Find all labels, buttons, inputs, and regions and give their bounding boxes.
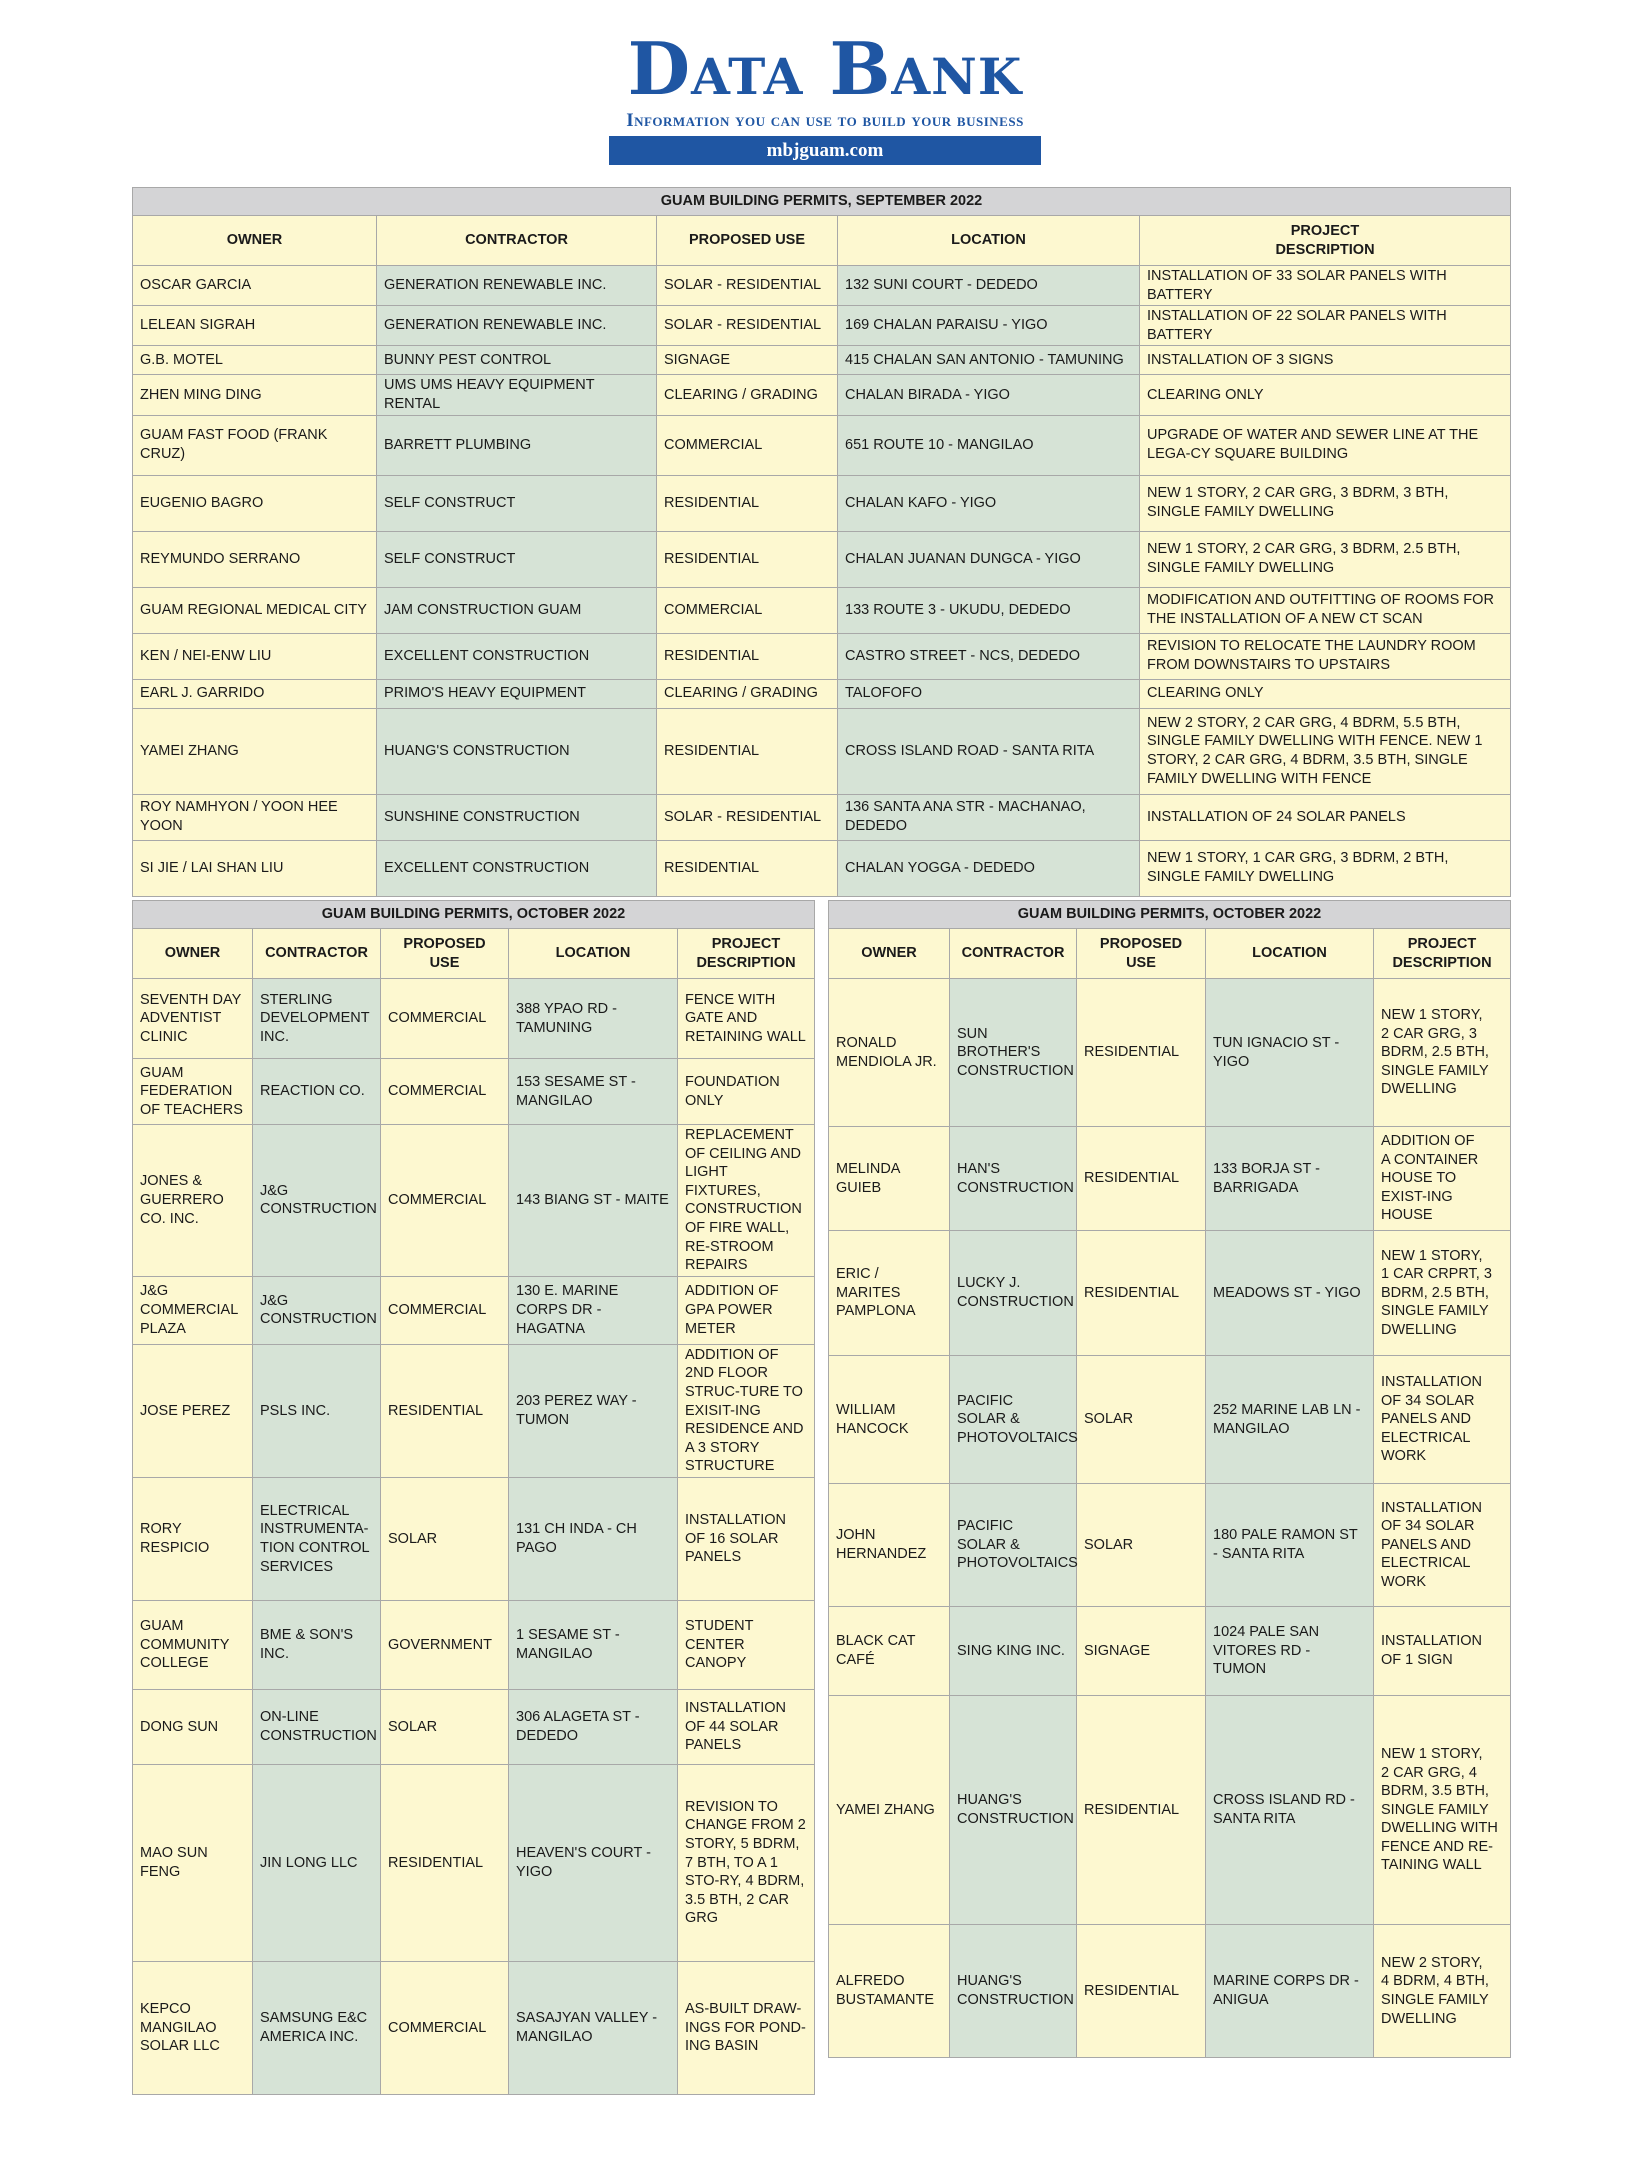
cell-proposed-use: RESIDENTIAL	[657, 531, 838, 587]
table-row	[829, 1696, 1511, 1925]
cell-contractor: J&G CONSTRUCTION	[253, 1276, 381, 1344]
cell-location: SASAJYAN VALLEY - MANGILAO	[509, 1961, 678, 2094]
cell-contractor: HUANG'S CONSTRUCTION	[950, 1925, 1077, 2058]
cell-proposed-use: SOLAR - RESIDENTIAL	[657, 306, 838, 346]
cell-owner: EARL J. GARRIDO	[133, 679, 377, 708]
cell-proposed-use: SOLAR - RESIDENTIAL	[657, 794, 838, 840]
cell-owner: LELEAN SIGRAH	[133, 306, 377, 346]
cell-contractor: PACIFIC SOLAR & PHOTOVOLTAICS	[950, 1484, 1077, 1607]
table-row	[133, 840, 1511, 896]
cell-project-description: ADDITION OF A CONTAINER HOUSE TO EXIST-ING HOUSE	[1374, 1127, 1511, 1231]
cell-owner: YAMEI ZHANG	[133, 708, 377, 794]
table-row	[133, 531, 1511, 587]
table-row	[133, 1477, 815, 1600]
table-row	[133, 1125, 815, 1277]
cell-proposed-use: RESIDENTIAL	[1077, 1127, 1206, 1231]
cell-location: 203 PEREZ WAY - TUMON	[509, 1344, 678, 1477]
table-title: GUAM BUILDING PERMITS, SEPTEMBER 2022	[133, 188, 1511, 216]
cell-location: CHALAN KAFO - YIGO	[838, 475, 1140, 531]
cell-proposed-use: RESIDENTIAL	[1077, 1231, 1206, 1356]
cell-contractor: HUANG'S CONSTRUCTION	[950, 1696, 1077, 1925]
cell-location: 1 SESAME ST - MANGILAO	[509, 1600, 678, 1689]
cell-project-description: NEW 2 STORY, 2 CAR GRG, 4 BDRM, 5.5 BTH, SINGLE FAMILY DWELLING WITH FENCE. NEW 1 STORY, 2 CAR GRG, 4 BDRM, 3.5 BTH, SINGLE FAMILY DWELLING WITH FENCE	[1140, 708, 1511, 794]
cell-owner: ROY NAMHYON / YOON HEE YOON	[133, 794, 377, 840]
cell-owner: KEN / NEI-ENW LIU	[133, 633, 377, 679]
cell-owner: ZHEN MING DING	[133, 375, 377, 415]
cell-contractor: SELF CONSTRUCT	[377, 475, 657, 531]
table-row	[829, 1231, 1511, 1356]
cell-project-description: MODIFICATION AND OUTFITTING OF ROOMS FOR THE INSTALLATION OF A NEW CT SCAN	[1140, 587, 1511, 633]
cell-contractor: J&G CONSTRUCTION	[253, 1125, 381, 1277]
cell-project-description: REPLACEMENT OF CEILING AND LIGHT FIXTURES, CONSTRUCTION OF FIRE WALL, RE-STROOM REPAIRS	[678, 1125, 815, 1277]
cell-location: 252 MARINE LAB LN - MANGILAO	[1206, 1356, 1374, 1484]
cell-project-description: NEW 2 STORY, 4 BDRM, 4 BTH, SINGLE FAMILY DWELLING	[1374, 1925, 1511, 2058]
table-row	[133, 794, 1511, 840]
cell-owner: G.B. MOTEL	[133, 346, 377, 375]
cell-owner: JONES & GUERRERO CO. INC.	[133, 1125, 253, 1277]
cell-contractor: PRIMO'S HEAVY EQUIPMENT	[377, 679, 657, 708]
permits-table-october-2022-left	[132, 900, 815, 2095]
cell-owner: EUGENIO BAGRO	[133, 475, 377, 531]
cell-project-description: INSTALLATION OF 24 SOLAR PANELS	[1140, 794, 1511, 840]
table-row	[829, 1127, 1511, 1231]
permits-table-september-2022	[132, 187, 1511, 897]
cell-proposed-use: SOLAR	[1077, 1356, 1206, 1484]
cell-owner: GUAM REGIONAL MEDICAL CITY	[133, 587, 377, 633]
column-header-location: LOCATION	[509, 929, 678, 979]
table-row	[133, 375, 1511, 415]
cell-contractor: EXCELLENT CONSTRUCTION	[377, 840, 657, 896]
table-row	[133, 587, 1511, 633]
cell-contractor: SAMSUNG E&C AMERICA INC.	[253, 1961, 381, 2094]
cell-contractor: BARRETT PLUMBING	[377, 415, 657, 475]
cell-owner: RONALD MENDIOLA JR.	[829, 979, 950, 1127]
cell-proposed-use: RESIDENTIAL	[1077, 979, 1206, 1127]
cell-location: 131 CH INDA - CH PAGO	[509, 1477, 678, 1600]
column-header-owner: OWNER	[829, 929, 950, 979]
cell-proposed-use: RESIDENTIAL	[657, 633, 838, 679]
column-header-proposed-use: PROPOSED USE	[657, 216, 838, 266]
cell-contractor: PACIFIC SOLAR & PHOTOVOLTAICS	[950, 1356, 1077, 1484]
cell-proposed-use: RESIDENTIAL	[657, 475, 838, 531]
cell-contractor: GENERATION RENEWABLE INC.	[377, 306, 657, 346]
cell-contractor: ON-LINE CONSTRUCTION	[253, 1689, 381, 1764]
column-header-contractor: CONTRACTOR	[253, 929, 381, 979]
table-row	[133, 633, 1511, 679]
cell-location: MARINE CORPS DR - ANIGUA	[1206, 1925, 1374, 2058]
table-row	[133, 1764, 815, 1961]
cell-location: CHALAN YOGGA - DEDEDO	[838, 840, 1140, 896]
cell-project-description: REVISION TO RELOCATE THE LAUNDRY ROOM FROM DOWNSTAIRS TO UPSTAIRS	[1140, 633, 1511, 679]
column-header-location: LOCATION	[838, 216, 1140, 266]
cell-proposed-use: COMMERCIAL	[381, 1961, 509, 2094]
column-header-contractor: CONTRACTOR	[950, 929, 1077, 979]
table-row	[133, 346, 1511, 375]
cell-location: 136 SANTA ANA STR - MACHANAO, DEDEDO	[838, 794, 1140, 840]
cell-proposed-use: COMMERCIAL	[657, 587, 838, 633]
cell-proposed-use: RESIDENTIAL	[1077, 1925, 1206, 2058]
cell-project-description: CLEARING ONLY	[1140, 375, 1511, 415]
cell-location: 651 ROUTE 10 - MANGILAO	[838, 415, 1140, 475]
table-row	[829, 979, 1511, 1127]
cell-owner: MAO SUN FENG	[133, 1764, 253, 1961]
table-row	[133, 708, 1511, 794]
table-row	[133, 306, 1511, 346]
cell-project-description: NEW 1 STORY, 2 CAR GRG, 3 BDRM, 2.5 BTH, SINGLE FAMILY DWELLING	[1374, 979, 1511, 1127]
cell-owner: REYMUNDO SERRANO	[133, 531, 377, 587]
cell-project-description: INSTALLATION OF 1 SIGN	[1374, 1607, 1511, 1696]
cell-proposed-use: RESIDENTIAL	[1077, 1696, 1206, 1925]
cell-owner: SEVENTH DAY ADVENTIST CLINIC	[133, 979, 253, 1059]
cell-contractor: REACTION CO.	[253, 1059, 381, 1125]
cell-project-description: CLEARING ONLY	[1140, 679, 1511, 708]
cell-project-description: STUDENT CENTER CANOPY	[678, 1600, 815, 1689]
cell-contractor: BME & SON'S INC.	[253, 1600, 381, 1689]
cell-contractor: SUNSHINE CONSTRUCTION	[377, 794, 657, 840]
cell-project-description: FENCE WITH GATE AND RETAINING WALL	[678, 979, 815, 1059]
column-header-project-description: PROJECT DESCRIPTION	[678, 929, 815, 979]
cell-proposed-use: SIGNAGE	[657, 346, 838, 375]
cell-project-description: INSTALLATION OF 34 SOLAR PANELS AND ELECTRICAL WORK	[1374, 1356, 1511, 1484]
cell-project-description: INSTALLATION OF 33 SOLAR PANELS WITH BATTERY	[1140, 266, 1511, 306]
cell-location: 306 ALAGETA ST - DEDEDO	[509, 1689, 678, 1764]
cell-proposed-use: RESIDENTIAL	[657, 708, 838, 794]
column-header-contractor: CONTRACTOR	[377, 216, 657, 266]
table-row	[829, 1484, 1511, 1607]
cell-contractor: HUANG'S CONSTRUCTION	[377, 708, 657, 794]
cell-proposed-use: SOLAR	[381, 1477, 509, 1600]
table-row	[133, 266, 1511, 306]
cell-location: 133 BORJA ST - BARRIGADA	[1206, 1127, 1374, 1231]
table-row	[829, 1607, 1511, 1696]
cell-proposed-use: COMMERCIAL	[381, 1276, 509, 1344]
cell-project-description: INSTALLATION OF 34 SOLAR PANELS AND ELECTRICAL WORK	[1374, 1484, 1511, 1607]
table-row	[133, 1344, 815, 1477]
cell-owner: J&G COMMERCIAL PLAZA	[133, 1276, 253, 1344]
cell-project-description: ADDITION OF GPA POWER METER	[678, 1276, 815, 1344]
cell-location: 1024 PALE SAN VITORES RD - TUMON	[1206, 1607, 1374, 1696]
cell-location: 130 E. MARINE CORPS DR - HAGATNA	[509, 1276, 678, 1344]
cell-owner: YAMEI ZHANG	[829, 1696, 950, 1925]
cell-proposed-use: GOVERNMENT	[381, 1600, 509, 1689]
cell-owner: GUAM FEDERATION OF TEACHERS	[133, 1059, 253, 1125]
logo-tagline: Information you can use to build your business	[626, 110, 1024, 131]
cell-proposed-use: COMMERCIAL	[381, 1125, 509, 1277]
cell-project-description: ADDITION OF 2ND FLOOR STRUC-TURE TO EXISIT-ING RESIDENCE AND A 3 STORY STRUCTURE	[678, 1344, 815, 1477]
cell-contractor: EXCELLENT CONSTRUCTION	[377, 633, 657, 679]
column-header-project-description: PROJECT DESCRIPTION	[1374, 929, 1511, 979]
masthead	[0, 26, 1650, 165]
cell-location: HEAVEN'S COURT - YIGO	[509, 1764, 678, 1961]
cell-contractor: STERLING DEVELOPMENT INC.	[253, 979, 381, 1059]
cell-owner: OSCAR GARCIA	[133, 266, 377, 306]
table-row	[829, 1356, 1511, 1484]
cell-location: 143 BIANG ST - MAITE	[509, 1125, 678, 1277]
cell-project-description: NEW 1 STORY, 1 CAR CRPRT, 3 BDRM, 2.5 BTH, SINGLE FAMILY DWELLING	[1374, 1231, 1511, 1356]
cell-project-description: NEW 1 STORY, 2 CAR GRG, 3 BDRM, 2.5 BTH, SINGLE FAMILY DWELLING	[1140, 531, 1511, 587]
table-title: GUAM BUILDING PERMITS, OCTOBER 2022	[829, 901, 1511, 929]
cell-location: CASTRO STREET - NCS, DEDEDO	[838, 633, 1140, 679]
cell-location: CHALAN BIRADA - YIGO	[838, 375, 1140, 415]
table-row	[133, 415, 1511, 475]
cell-project-description: INSTALLATION OF 3 SIGNS	[1140, 346, 1511, 375]
permits-table-october-2022-right	[828, 900, 1511, 2058]
cell-contractor: UMS UMS HEAVY EQUIPMENT RENTAL	[377, 375, 657, 415]
cell-location: 388 YPAO RD - TAMUNING	[509, 979, 678, 1059]
column-header-owner: OWNER	[133, 929, 253, 979]
cell-owner: DONG SUN	[133, 1689, 253, 1764]
cell-owner: ERIC / MARITES PAMPLONA	[829, 1231, 950, 1356]
cell-owner: BLACK CAT CAFÉ	[829, 1607, 950, 1696]
cell-contractor: HAN'S CONSTRUCTION	[950, 1127, 1077, 1231]
cell-location: MEADOWS ST - YIGO	[1206, 1231, 1374, 1356]
table-row	[133, 979, 815, 1059]
cell-contractor: SUN BROTHER'S CONSTRUCTION	[950, 979, 1077, 1127]
cell-project-description: AS-BUILT DRAW-INGS FOR POND-ING BASIN	[678, 1961, 815, 2094]
cell-location: 415 CHALAN SAN ANTONIO - TAMUNING	[838, 346, 1140, 375]
cell-proposed-use: RESIDENTIAL	[657, 840, 838, 896]
cell-proposed-use: SIGNAGE	[1077, 1607, 1206, 1696]
cell-owner: ALFREDO BUSTAMANTE	[829, 1925, 950, 2058]
cell-owner: GUAM FAST FOOD (FRANK CRUZ)	[133, 415, 377, 475]
table-row	[133, 1689, 815, 1764]
cell-proposed-use: CLEARING / GRADING	[657, 375, 838, 415]
cell-owner: RORY RESPICIO	[133, 1477, 253, 1600]
cell-proposed-use: CLEARING / GRADING	[657, 679, 838, 708]
cell-proposed-use: SOLAR - RESIDENTIAL	[657, 266, 838, 306]
cell-project-description: INSTALLATION OF 22 SOLAR PANELS WITH BATTERY	[1140, 306, 1511, 346]
cell-owner: KEPCO MANGILAO SOLAR LLC	[133, 1961, 253, 2094]
cell-proposed-use: RESIDENTIAL	[381, 1764, 509, 1961]
cell-proposed-use: COMMERCIAL	[381, 1059, 509, 1125]
cell-project-description: INSTALLATION OF 44 SOLAR PANELS	[678, 1689, 815, 1764]
table-row	[133, 1276, 815, 1344]
cell-owner: JOHN HERNANDEZ	[829, 1484, 950, 1607]
cell-contractor: PSLS INC.	[253, 1344, 381, 1477]
column-header-proposed-use: PROPOSED USE	[381, 929, 509, 979]
cell-location: CROSS ISLAND ROAD - SANTA RITA	[838, 708, 1140, 794]
cell-location: 180 PALE RAMON ST - SANTA RITA	[1206, 1484, 1374, 1607]
table-row	[133, 679, 1511, 708]
site-url[interactable]: mbjguam.com	[609, 136, 1041, 165]
cell-location: 132 SUNI COURT - DEDEDO	[838, 266, 1140, 306]
cell-contractor: BUNNY PEST CONTROL	[377, 346, 657, 375]
cell-project-description: NEW 1 STORY, 2 CAR GRG, 4 BDRM, 3.5 BTH, SINGLE FAMILY DWELLING WITH FENCE AND RE-TAINING WALL	[1374, 1696, 1511, 1925]
table-row	[829, 1925, 1511, 2058]
column-header-location: LOCATION	[1206, 929, 1374, 979]
logo-title: Data Bank	[627, 26, 1023, 111]
cell-proposed-use: SOLAR	[381, 1689, 509, 1764]
cell-contractor: GENERATION RENEWABLE INC.	[377, 266, 657, 306]
cell-location: TALOFOFO	[838, 679, 1140, 708]
table-row	[133, 475, 1511, 531]
cell-location: 169 CHALAN PARAISU - YIGO	[838, 306, 1140, 346]
cell-project-description: INSTALLATION OF 16 SOLAR PANELS	[678, 1477, 815, 1600]
cell-location: 133 ROUTE 3 - UKUDU, DEDEDO	[838, 587, 1140, 633]
cell-project-description: REVISION TO CHANGE FROM 2 STORY, 5 BDRM, 7 BTH, TO A 1 STO-RY, 4 BDRM, 3.5 BTH, 2 CAR GRG	[678, 1764, 815, 1961]
cell-proposed-use: SOLAR	[1077, 1484, 1206, 1607]
table-row	[133, 1600, 815, 1689]
cell-location: CHALAN JUANAN DUNGCA - YIGO	[838, 531, 1140, 587]
cell-owner: WILLIAM HANCOCK	[829, 1356, 950, 1484]
cell-proposed-use: RESIDENTIAL	[381, 1344, 509, 1477]
cell-contractor: JIN LONG LLC	[253, 1764, 381, 1961]
cell-owner: SI JIE / LAI SHAN LIU	[133, 840, 377, 896]
cell-project-description: NEW 1 STORY, 1 CAR GRG, 3 BDRM, 2 BTH, SINGLE FAMILY DWELLING	[1140, 840, 1511, 896]
table-row	[133, 1059, 815, 1125]
cell-proposed-use: COMMERCIAL	[657, 415, 838, 475]
cell-project-description: UPGRADE OF WATER AND SEWER LINE AT THE LEGA-CY SQUARE BUILDING	[1140, 415, 1511, 475]
cell-project-description: NEW 1 STORY, 2 CAR GRG, 3 BDRM, 3 BTH, SINGLE FAMILY DWELLING	[1140, 475, 1511, 531]
cell-contractor: SING KING INC.	[950, 1607, 1077, 1696]
cell-location: 153 SESAME ST - MANGILAO	[509, 1059, 678, 1125]
cell-owner: MELINDA GUIEB	[829, 1127, 950, 1231]
cell-owner: GUAM COMMUNITY COLLEGE	[133, 1600, 253, 1689]
cell-contractor: LUCKY J. CONSTRUCTION	[950, 1231, 1077, 1356]
column-header-proposed-use: PROPOSED USE	[1077, 929, 1206, 979]
cell-contractor: ELECTRICAL INSTRUMENTA-TION CONTROL SERVICES	[253, 1477, 381, 1600]
cell-owner: JOSE PEREZ	[133, 1344, 253, 1477]
table-title: GUAM BUILDING PERMITS, OCTOBER 2022	[133, 901, 815, 929]
cell-proposed-use: COMMERCIAL	[381, 979, 509, 1059]
cell-contractor: SELF CONSTRUCT	[377, 531, 657, 587]
column-header-owner: OWNER	[133, 216, 377, 266]
cell-contractor: JAM CONSTRUCTION GUAM	[377, 587, 657, 633]
cell-location: TUN IGNACIO ST - YIGO	[1206, 979, 1374, 1127]
table-row	[133, 1961, 815, 2094]
cell-project-description: FOUNDATION ONLY	[678, 1059, 815, 1125]
cell-location: CROSS ISLAND RD - SANTA RITA	[1206, 1696, 1374, 1925]
column-header-project-description: PROJECT DESCRIPTION	[1140, 216, 1511, 266]
